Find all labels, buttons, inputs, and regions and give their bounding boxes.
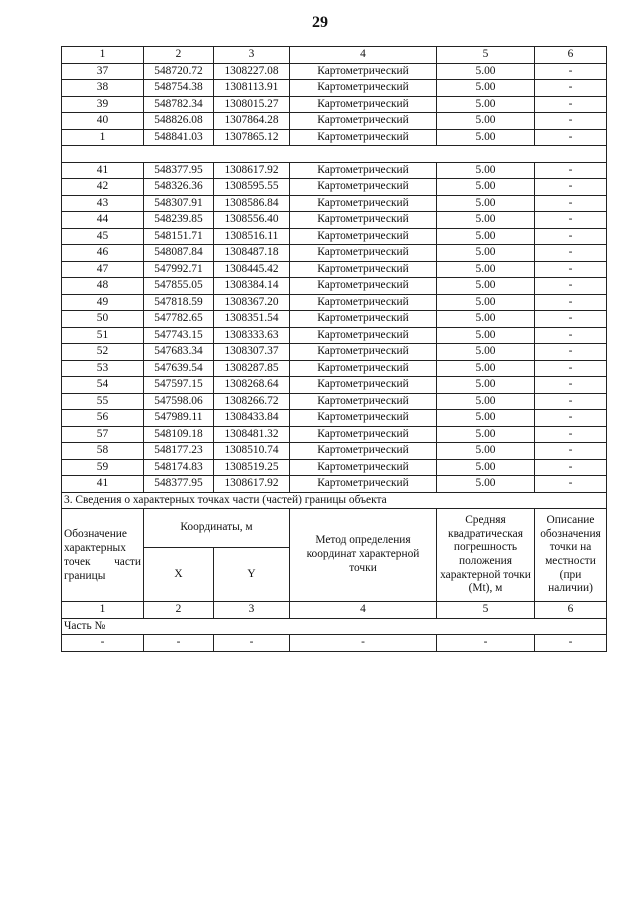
table-cell: 50: [62, 311, 144, 328]
x-header: X: [144, 548, 214, 602]
table-cell: -: [535, 261, 607, 278]
table-cell: Картометрический: [290, 113, 437, 130]
table-row: [62, 327, 607, 344]
table-cell: 548377.95: [144, 162, 214, 179]
table-cell: 1308586.84: [214, 195, 290, 212]
col-num-cell: 1: [62, 47, 144, 64]
table-cell: Картометрический: [290, 327, 437, 344]
table-cell: 1308556.40: [214, 212, 290, 229]
table-cell: 47: [62, 261, 144, 278]
column-number-row: [62, 47, 607, 64]
table-cell: 5.00: [437, 212, 535, 229]
table-cell: -: [535, 294, 607, 311]
table-cell: 1308307.37: [214, 344, 290, 361]
table-cell: 1308268.64: [214, 377, 290, 394]
table-cell: 5.00: [437, 195, 535, 212]
col-num-cell: 2: [144, 602, 214, 619]
col-num-cell: 4: [290, 47, 437, 64]
table-cell: 5.00: [437, 344, 535, 361]
table-cell: 56: [62, 410, 144, 427]
table-cell: 1308227.08: [214, 63, 290, 80]
table-cell: 547683.34: [144, 344, 214, 361]
table-cell: -: [535, 212, 607, 229]
section3-title: 3. Сведения о характерных точках части (частей) границы объекта: [62, 492, 607, 509]
method-header: Метод определения координат характерной точки: [290, 509, 437, 602]
part-label-row: [62, 618, 607, 635]
section3-title-row: [62, 492, 607, 509]
table-cell: 5.00: [437, 327, 535, 344]
table-cell: -: [535, 96, 607, 113]
table-cell: 5.00: [437, 311, 535, 328]
table-cell: 548087.84: [144, 245, 214, 262]
table-cell: 547992.71: [144, 261, 214, 278]
table-row: [62, 426, 607, 443]
table-cell: -: [535, 179, 607, 196]
table-cell: 5.00: [437, 377, 535, 394]
table-row: [62, 261, 607, 278]
table-cell: 5.00: [437, 410, 535, 427]
table-cell: 5.00: [437, 228, 535, 245]
table-cell: Картометрический: [290, 195, 437, 212]
page-number: 29: [312, 14, 328, 31]
table-cell: -: [535, 129, 607, 146]
table-cell: 548377.95: [144, 476, 214, 493]
table-cell: -: [535, 228, 607, 245]
table-cell: -: [535, 80, 607, 97]
table-cell: 547639.54: [144, 360, 214, 377]
table-cell: 55: [62, 393, 144, 410]
table-row: [62, 360, 607, 377]
table-cell: 5.00: [437, 80, 535, 97]
table-cell: -: [535, 360, 607, 377]
table-cell: Картометрический: [290, 278, 437, 295]
table-cell: -: [535, 63, 607, 80]
separator-cell: [62, 146, 607, 163]
table-cell: 548720.72: [144, 63, 214, 80]
table-cell: -: [535, 311, 607, 328]
table-cell: Картометрический: [290, 228, 437, 245]
table-cell: 547598.06: [144, 393, 214, 410]
table-cell: 38: [62, 80, 144, 97]
point-designation-text: Обозначение характерных точек части границы: [64, 527, 141, 583]
table-cell: 59: [62, 459, 144, 476]
table-cell: -: [535, 410, 607, 427]
table-cell: 41: [62, 162, 144, 179]
table-row: [62, 443, 607, 460]
table-cell: -: [535, 162, 607, 179]
table-cell: 37: [62, 63, 144, 80]
table-row: [62, 476, 607, 493]
table-row: [62, 129, 607, 146]
table-cell: -: [535, 327, 607, 344]
table-row: [62, 162, 607, 179]
table-cell: 5.00: [437, 443, 535, 460]
part-label: Часть №: [62, 618, 607, 635]
table-cell: 547743.15: [144, 327, 214, 344]
table-cell: -: [535, 443, 607, 460]
table-cell: 1308333.63: [214, 327, 290, 344]
table-cell: 548109.18: [144, 426, 214, 443]
table-cell: -: [535, 344, 607, 361]
coordinates-header: Координаты, м: [144, 509, 290, 548]
empty-cell: -: [437, 635, 535, 652]
table-row: [62, 377, 607, 394]
table-cell: 1308595.55: [214, 179, 290, 196]
table-cell: 54: [62, 377, 144, 394]
table-cell: Картометрический: [290, 360, 437, 377]
table-cell: 1308516.11: [214, 228, 290, 245]
table-cell: Картометрический: [290, 443, 437, 460]
table-cell: 1307865.12: [214, 129, 290, 146]
table-cell: 547782.65: [144, 311, 214, 328]
table-cell: 548239.85: [144, 212, 214, 229]
col-num-cell: 6: [535, 602, 607, 619]
table-cell: Картометрический: [290, 162, 437, 179]
table-cell: 1308481.32: [214, 426, 290, 443]
table-row: [62, 195, 607, 212]
table-cell: 5.00: [437, 63, 535, 80]
y-header: Y: [214, 548, 290, 602]
table-cell: -: [535, 278, 607, 295]
table-cell: Картометрический: [290, 129, 437, 146]
table-cell: Картометрический: [290, 344, 437, 361]
table-row: [62, 228, 607, 245]
table-row: [62, 179, 607, 196]
table-cell: 1308384.14: [214, 278, 290, 295]
table-cell: 5.00: [437, 179, 535, 196]
table-cell: 1308015.27: [214, 96, 290, 113]
table-cell: 5.00: [437, 113, 535, 130]
table-cell: 1308266.72: [214, 393, 290, 410]
table-cell: Картометрический: [290, 63, 437, 80]
table-cell: 44: [62, 212, 144, 229]
table-cell: 1308510.74: [214, 443, 290, 460]
table-cell: Картометрический: [290, 311, 437, 328]
table-cell: 1308287.85: [214, 360, 290, 377]
accuracy-header: Средняя квадратическая погрешность положения характерной точки (Mt), м: [437, 509, 535, 602]
table-cell: 58: [62, 443, 144, 460]
table-cell: Картометрический: [290, 459, 437, 476]
table-cell: Картометрический: [290, 476, 437, 493]
table-cell: -: [535, 195, 607, 212]
table-cell: 1308113.91: [214, 80, 290, 97]
table-cell: 5.00: [437, 245, 535, 262]
table-cell: Картометрический: [290, 96, 437, 113]
table-cell: 43: [62, 195, 144, 212]
table-cell: 40: [62, 113, 144, 130]
section3-header-row: [62, 509, 607, 548]
table-cell: 5.00: [437, 476, 535, 493]
table-cell: Картометрический: [290, 393, 437, 410]
table-cell: 5.00: [437, 459, 535, 476]
table-cell: 5.00: [437, 96, 535, 113]
table-cell: 548754.38: [144, 80, 214, 97]
table-cell: 5.00: [437, 294, 535, 311]
table-cell: 548177.23: [144, 443, 214, 460]
empty-cell: -: [144, 635, 214, 652]
table-cell: Картометрический: [290, 377, 437, 394]
table-cell: Картометрический: [290, 245, 437, 262]
empty-cell: -: [535, 635, 607, 652]
table-cell: 45: [62, 228, 144, 245]
description-header: Описание обозначения точки на местности (при наличии): [535, 509, 607, 602]
table-cell: Картометрический: [290, 212, 437, 229]
table-cell: Картометрический: [290, 294, 437, 311]
col-num-cell: 3: [214, 47, 290, 64]
table-cell: 5.00: [437, 393, 535, 410]
empty-part-row: [62, 635, 607, 652]
table-cell: 548826.08: [144, 113, 214, 130]
separator-row: [62, 146, 607, 163]
table-cell: -: [535, 476, 607, 493]
table-cell: 548151.71: [144, 228, 214, 245]
table-cell: 1308445.42: [214, 261, 290, 278]
table-cell: 547855.05: [144, 278, 214, 295]
table-row: [62, 459, 607, 476]
table-row: [62, 294, 607, 311]
table-cell: 46: [62, 245, 144, 262]
table-cell: 1308367.20: [214, 294, 290, 311]
table-cell: 548782.34: [144, 96, 214, 113]
table-row: [62, 80, 607, 97]
table-cell: 5.00: [437, 129, 535, 146]
coordinates-table-body: [62, 47, 607, 652]
table-row: [62, 212, 607, 229]
table-cell: 1308617.92: [214, 162, 290, 179]
table-cell: 49: [62, 294, 144, 311]
table-cell: 5.00: [437, 162, 535, 179]
table-cell: 548307.91: [144, 195, 214, 212]
table-cell: 1308433.84: [214, 410, 290, 427]
coordinates-table: [61, 46, 607, 652]
table-cell: 547818.59: [144, 294, 214, 311]
table-row: [62, 393, 607, 410]
table-cell: 41: [62, 476, 144, 493]
table-row: [62, 96, 607, 113]
table-cell: 1308487.18: [214, 245, 290, 262]
table-cell: 1308519.25: [214, 459, 290, 476]
table-cell: 1308351.54: [214, 311, 290, 328]
empty-cell: -: [214, 635, 290, 652]
table-cell: -: [535, 113, 607, 130]
table-cell: 1307864.28: [214, 113, 290, 130]
table-cell: 548174.83: [144, 459, 214, 476]
table-row: [62, 278, 607, 295]
col-num-cell: 2: [144, 47, 214, 64]
table-row: [62, 311, 607, 328]
table-cell: 52: [62, 344, 144, 361]
col-num-cell: 6: [535, 47, 607, 64]
table-cell: Картометрический: [290, 179, 437, 196]
section3-number-row: [62, 602, 607, 619]
table-row: [62, 245, 607, 262]
col-num-cell: 4: [290, 602, 437, 619]
col-num-cell: 3: [214, 602, 290, 619]
table-cell: 5.00: [437, 426, 535, 443]
table-cell: 5.00: [437, 261, 535, 278]
table-cell: 547597.15: [144, 377, 214, 394]
table-cell: 547989.11: [144, 410, 214, 427]
table-row: [62, 63, 607, 80]
table-cell: 57: [62, 426, 144, 443]
table-cell: Картометрический: [290, 80, 437, 97]
table-cell: -: [535, 426, 607, 443]
table-cell: Картометрический: [290, 426, 437, 443]
table-cell: -: [535, 377, 607, 394]
table-cell: -: [535, 245, 607, 262]
table-cell: 5.00: [437, 360, 535, 377]
table-cell: 1: [62, 129, 144, 146]
table-cell: 1308617.92: [214, 476, 290, 493]
col-num-cell: 1: [62, 602, 144, 619]
table-cell: -: [535, 459, 607, 476]
table-cell: Картометрический: [290, 261, 437, 278]
table-cell: 51: [62, 327, 144, 344]
table-cell: 42: [62, 179, 144, 196]
point-designation-header: [62, 509, 144, 602]
table-row: [62, 113, 607, 130]
table-cell: 53: [62, 360, 144, 377]
empty-cell: -: [290, 635, 437, 652]
table-cell: 48: [62, 278, 144, 295]
table-cell: -: [535, 393, 607, 410]
table-cell: 39: [62, 96, 144, 113]
table-row: [62, 410, 607, 427]
empty-cell: -: [62, 635, 144, 652]
col-num-cell: 5: [437, 602, 535, 619]
table-row: [62, 344, 607, 361]
table-cell: 548326.36: [144, 179, 214, 196]
table-cell: 548841.03: [144, 129, 214, 146]
col-num-cell: 5: [437, 47, 535, 64]
table-cell: Картометрический: [290, 410, 437, 427]
table-cell: 5.00: [437, 278, 535, 295]
